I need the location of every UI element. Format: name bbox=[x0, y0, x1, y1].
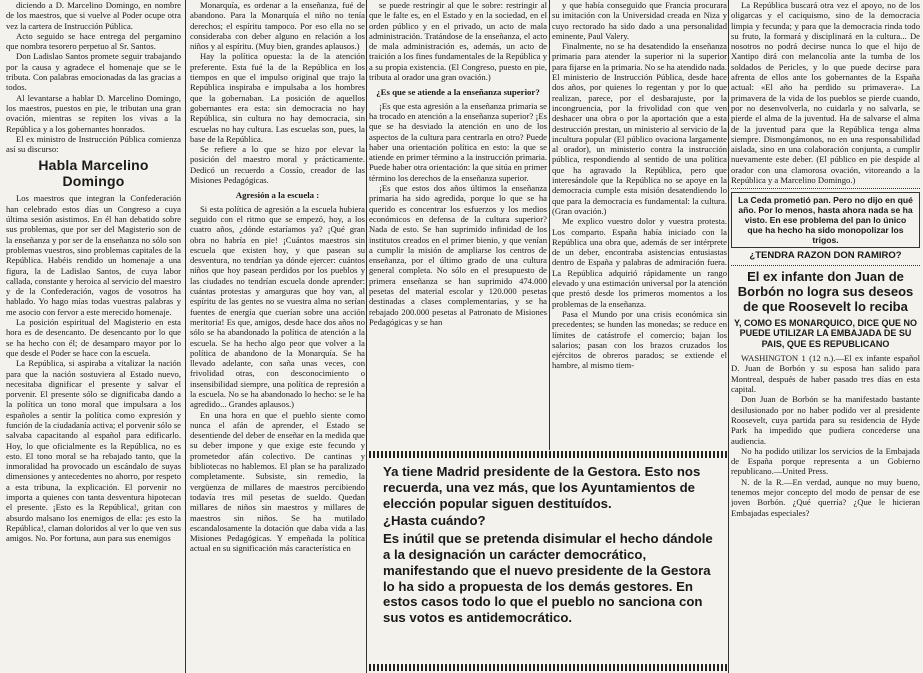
divider bbox=[731, 265, 920, 266]
paragraph: WASHINGTON 1 (12 n.).—El ex infante español D. Juan de Borbón y su esposa han salido para Montreal, después de haber pasado tres días en esta capital. bbox=[731, 353, 920, 395]
paragraph: Se refiere a lo que se hizo por elevar la posición del maestro moral y prácticamente. Dedicó un recuerdo a Cossío, creador de las Misiones Pedagógicas. bbox=[190, 144, 365, 186]
paragraph: No ha podido utilizar los servicios de la Embajada de España porque representa a un Gobierno republicano.—United Press. bbox=[731, 445, 920, 477]
paragraph: El ex ministro de Instrucción Pública comienza así su discurso: bbox=[6, 133, 181, 155]
decorative-border bbox=[369, 664, 727, 671]
paragraph: Finalmente, no se ha desatendido la enseñanza primaria para atender la superior ni la superior para fijarse en la primaria. No se ha atendido nada. El ministerio de Instrucción Pública, desde hace dos años, por quienes lo regentan y por lo que realizan, parece, por el desbarajuste, por la incongruencia, por la frivolidad con que ven deshacer una obra o por la aportación que a esta destrucción prestan, un ministerio al servicio de la incultura popular (El público ovaciona largamente al orador), un ministerio contra la instrucción pública, respondiendo al sentido de una política que ha agravado la República, pero que interesándole que la República no se apoye en la democracia cumple esta misión desatendiendo lo que para la democracia es fundamental: la cultura. (Gran ovación.) bbox=[552, 41, 727, 216]
editorial-question: ¿Hasta cuándo? bbox=[383, 513, 486, 529]
paragraph: En una hora en que el pueblo siente como nunca el afán de aprender, el Estado se desentiende del deber de enseñar en la medida que su deber impone y que exige este fecundo y prometedor afán colectivo. De cantinas y bibliotecas no hablemos. El plan se ha paralizado completamente. Subsiste, sin remedio, la vergüenza de millares de maestros percibiendo todavía tres mil pesetas de sueldo. Quedan millares de niños sin maestros y millares de maestros sin niños. Se ha mutilado escandalosamente la dotación que daba vida a las Misiones Pedagógicas. Y empeñada la política actual en su significación más característica en bbox=[190, 409, 365, 554]
subhead-borbon: Y, COMO ES MONARQUICO, DICE QUE NO PUEDE UTILIZAR LA EMBAJADA DE SU PAIS, QUE ES REPUBLICANO bbox=[733, 317, 917, 349]
paragraph: ¡Es que estos dos años últimos la enseñanza primaria ha sido agredida, porque lo que se ha querido es concentrar los esfuerzos y los medios económicos en defensa de la cultura superior? Nada de esto. Se han suprimido infinidad de los institutos creados en el primer bienio, y que venían a cumplir la misión de ampliarse los centros de enseñanza, por el último grado de una cultura general completa. No sólo en el presupuesto de primera enseñanza se han suprimido 474.000 pesetas del material escolar y 120.000 pesetas destinadas a clases complementarias, y se ha rebajado 200.000 pesetas al Patronato de Misiones Pedagógicas y se han bbox=[369, 183, 547, 327]
column-rule bbox=[366, 0, 367, 673]
paragraph: Don Ladislao Santos promete seguir trabajando por la causa y agradece el homenaje que se le tributa. Con palabras emocionadas da las gracias a todos. bbox=[6, 51, 181, 93]
paragraph: Don Juan de Borbón se ha manifestado bastante desilusionado por no haber podido ver al presidente Roosevelt, cuya partida para su residencia de Hyde Park ha impedido que pudiera concederse una audiencia. bbox=[731, 394, 920, 446]
ceda-pan-box: La Ceda prometió pan. Pero no dijo en qué año. Por lo menos, hasta ahora nada se ha visto. En ese problema del pan lo único que ha hecho ha sido monopolizar los trigos. bbox=[731, 192, 920, 248]
paragraph: se puede restringir al que le sobre: restringir al que le falte es, en el Estado y en la sociedad, en el orden público y en el privado, un acto de mala administración. Tratándose de la enseñanza, el acto de mala administración es, además, un acto de traición a los fines fundamentales de la República y a su propia existencia. (El Congreso, puesto en pie, tributa al orador una gran ovación.) bbox=[369, 0, 547, 83]
ramiro-headline: ¿TENDRA RAZON DON RAMIRO? bbox=[749, 250, 902, 262]
column-5 bbox=[731, 0, 920, 518]
editorial-paragraph: Es inútil que se pretenda disimular el hecho dándole a la designación un carácter democrático, manifestando que el nuevo presidente de la Gestora lo ha sido a propuesta de los demás gestores. En estos casos todo lo que el pueblo no sanciona con sus votos es antidemocrático. bbox=[383, 531, 713, 626]
column-rule bbox=[728, 0, 729, 673]
paragraph: Monarquía, es ordenar a la enseñanza, fué de abandono. Para la Monarquía el niño no tenía derechos; el espíritu tampoco. Por eso ella no se consideraba con deber alguno en relación a los niños y al espíritu. (Muy bien, grandes aplausos.) bbox=[190, 0, 365, 52]
decorative-border bbox=[369, 451, 727, 458]
paragraph: diciendo a D. Marcelino Domingo, en nombre de los maestros, que si vuelve al Poder ocupe otra vez la cartera de Instrucción Pública. bbox=[6, 0, 181, 31]
column-4 bbox=[552, 0, 727, 447]
paragraph: Pasa el Mundo por una crisis económica sin precedentes; se hunden las monedas; se reduce en límites de catástrofe el comercio; bajan los salarios; pasan con los brazos cruzados los ejércitos de obreros parados; se extiende el hambre, al mismo tiem- bbox=[552, 308, 727, 371]
paragraph: Me explico vuestro dolor y vuestra protesta. Los comparto. España había iniciado con la República una obra que, además de ser intérprete de un deber, encontraba asistencias entusiastas dentro de España y palabras de admiración fuera. La República adquirió rápidamente un rango elevado y una estimación universal por la atención que prestó desde los primeros momentos a los problemas de la enseñanza. bbox=[552, 216, 727, 309]
subhead-ensenanza-superior: ¿Es que se atiende a la enseñanza superior? bbox=[376, 87, 540, 98]
column-rule bbox=[185, 0, 186, 673]
paragraph: Los maestros que integran la Confederación han celebrado estos días un Congreso a cuya última sesión asistimos. En él han debatido sobre sus problemas, que por ser del Magisterio son de la enseñanza y por ser de la enseñanza no sólo son problemas vuestros, sino problemas capitales de la República. Habéis rendido un homenaje a una figura, la de Ladislao Santos, de cuya labor callada, constante y heroica al servicio del maestro y de la Confederación, vagos de vosotros ha hablado. Yo hago mías todas vuestras palabras y me asocio con fervor a este merecido homenaje. bbox=[6, 193, 181, 317]
paragraph: Al levantarse a hablar D. Marcelino Domingo, los maestros, puestos en pie, le tributan una gran ovación, mientras se repiten los vivas a la República y a los gobernantes honrados. bbox=[6, 92, 181, 134]
paragraph: La República, si aspiraba a vitalizar la nación para que la nación sostuviera al Estado nuevo, necesitaba dignificar el presente y salvar el porvenir. El presente sólo se dignificaba dando a la política un tono moral que impulsara a los españoles a sentir la política como expresión y función de la ciudadanía activa; el porvenir sólo se salvaba capacitando al español para edificarlo. Hoy, lo que oficialmente es la República, no es esto. El tono moral se ha rebajado tanto, que la inmoralidad ha provocado un escándalo de suyas dimensiones y antecedentes no ahorro, por respeto a esta tribuna, la explicación. El porvenir no importa a quienes con tanta desventura hipotecan el presente. ¡Esto es la República!, gritan con absurdo malsano los enemigos de ella: ¡es esto la República!, claman doloridos al ver lo que ven sus amigos. No. Por fortuna, aun para sus enemigos bbox=[6, 358, 181, 544]
column-2 bbox=[190, 0, 365, 554]
paragraph: Hay la política opuesta: la de la atención preferente. Esta fué la de la República en los tiempos en que el impulso original que trajo la República inspiraba e impulsaba a los hombres que la gobernaban. La posición de aquellos gobernantes era esta: sin democracia no hay República, sin cultura no hay democracia, sin escuelas no hay cultura. Las escuelas son, pues, la base de la República. bbox=[190, 51, 365, 144]
column-1 bbox=[6, 0, 181, 544]
paragraph: Si esta política de agresión a la escuela hubiera seguido con el ritmo que se empezó, hoy, a los cuatro años, ¿dónde estaríamos ya? ¡Qué gran obra no habría en pie! ¡Cuántos maestros sin escuela que existen hoy, y que pasean su desventura, no tendrían ya dónde ejercer: cuántos niños que hoy pasean perdidos por los pueblos y las ciudades no tendrían escuela donde aprender: cuántas protestas y amarguras que hoy van, al espíritu de las gentes no se vuestra alma no serían fuentes de energía que cuerían sobre una acción meritoria! Es que, amigos, desde hace dos años no sólo se ha abandonado la política de atención a la escuela. Se ha hecho algo peor que volver a la política de abandono de la Monarquía. Se ha llevado adelante, con saña unas veces, con frivolidad otras, con desconocimiento o insensibilidad siempre, una política de represión a la escuela. No se ha abandonado lo hecho: se le ha agredido... Grandes aplausos.) bbox=[190, 203, 365, 410]
column-rule bbox=[549, 0, 550, 450]
paragraph: N. de la R.—En verdad, aunque no muy bueno, tenemos mejor concepto del modo de pensar de ese joven Borbón. ¿Qué querría? ¿Que le hicieran Embajadas especiales? bbox=[731, 476, 920, 518]
paragraph: Acto seguido se hace entrega del pergamino que nombra tesorero perpetuo al Sr. Santos. bbox=[6, 30, 181, 52]
headline-borbon: El ex infante don Juan de Borbón no logra sus deseos de que Roosevelt lo reciba bbox=[737, 268, 914, 314]
divider bbox=[731, 188, 920, 189]
paragraph: ¡Es que esta agresión a la enseñanza primaria se ha trocado en atención a la enseñanza superior? ¡Es que se ha desviado la atención en uno de los aspectos de la cultura para centrarla en otro? Puede haber una orientación política en esto: la que se atiende en primer término a la instrucción primaria. Puede haber otra orientación: la que sitúa en primer término los derechos de la enseñanza superior. bbox=[369, 100, 547, 183]
subhead-agresion: Agresión a la escuela : bbox=[235, 190, 320, 201]
editorial-text bbox=[369, 460, 727, 626]
paragraph: La República buscará otra vez el apoyo, no de los oligarcas y el caciquismo, sino de la democracia limpia y fecunda; y para que la democracia rinda todo su fruto, la formará y disciplinará en la cultura... De nosotros no podrá decirse nunca lo que el hijo de Xantipo dirá con melancolía ante la tumba de los soldados de Pericles, y lo que puede decirse para afrenta de ellos ante los gobernantes de la España actual: «El año ha perdido su primavera». La primavera de la vida de los pueblos se pierde cuando, por no desenvolverla, no cuidarla y no salvarla, se pierde el alma de la juventud. Ha de salvarse el alma de la juventud para que la República tenga alma siempre. Dismongámonos, no en una responsabilidad aislada, sino en una colaboración conjunta, a cumplir nuevamente este deber. (El público en pie despide al orador con una clamorosa ovación, vitoreando a la República y a Marcelino Domingo.) bbox=[731, 0, 920, 186]
gestora-editorial-box bbox=[369, 449, 727, 673]
headline-marcelino-domingo: Habla Marcelino Domingo bbox=[38, 157, 149, 190]
column-3 bbox=[369, 0, 547, 447]
editorial-paragraph: Ya tiene Madrid presidente de la Gestora. Esto nos recuerda, una vez más, que los Ayuntamientos de elección popular siguen destituídos. bbox=[383, 464, 701, 511]
paragraph: La posición espiritual del Magisterio en esta hora es de desencanto. De desencanto por lo que se ha hecho con él; de desamparo mayor por lo que desde el Poder se hace con la escuela. bbox=[6, 317, 181, 358]
paragraph: y que había conseguido que Francia procurara su imitación con la Universidad creada en Niza y cuyo rectorado ha sido dado a una personalidad eminente, Paul Valery. bbox=[552, 0, 727, 41]
